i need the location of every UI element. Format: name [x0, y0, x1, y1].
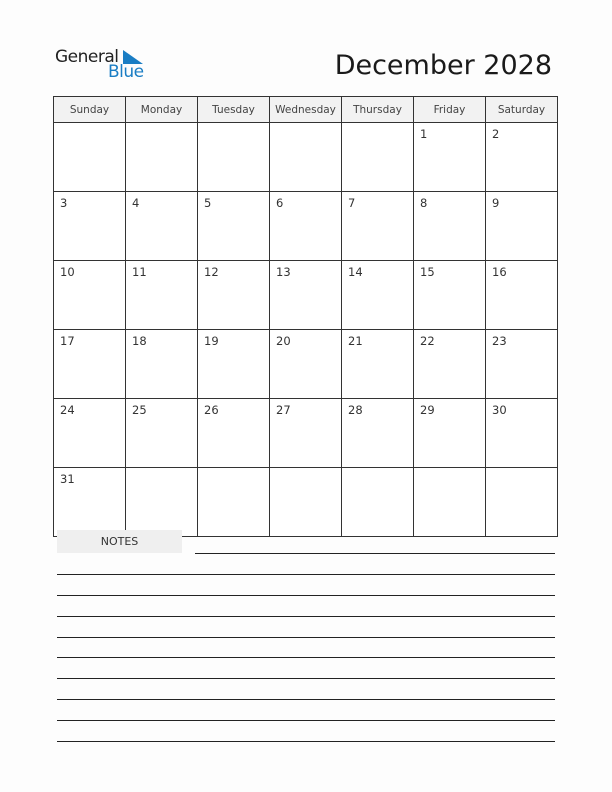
weekday-header: Monday	[126, 97, 198, 123]
notes-line	[57, 595, 555, 596]
day-cell: 22	[414, 330, 486, 399]
day-cell: 3	[54, 192, 126, 261]
calendar-grid	[53, 96, 558, 537]
notes-line	[57, 637, 555, 638]
day-cell: 13	[270, 261, 342, 330]
day-cell: 6	[270, 192, 342, 261]
day-cell: 8	[414, 192, 486, 261]
day-cell: 11	[126, 261, 198, 330]
week-row	[54, 123, 558, 192]
logo-general-text: General	[55, 47, 119, 67]
day-cell: 2	[486, 123, 558, 192]
day-cell	[342, 468, 414, 537]
weekday-header: Tuesday	[198, 97, 270, 123]
notes-line	[57, 574, 555, 575]
day-cell: 25	[126, 399, 198, 468]
notes-line	[57, 720, 555, 721]
day-cell: 19	[198, 330, 270, 399]
day-cell	[126, 468, 198, 537]
day-cell: 30	[486, 399, 558, 468]
day-cell	[486, 468, 558, 537]
day-cell: 4	[126, 192, 198, 261]
day-cell: 17	[54, 330, 126, 399]
notes-line	[57, 741, 555, 742]
logo-blue-text: Blue	[108, 62, 144, 82]
day-cell: 21	[342, 330, 414, 399]
notes-line	[57, 699, 555, 700]
weekday-header: Thursday	[342, 97, 414, 123]
page-title: December 2028	[334, 50, 552, 81]
weekday-header: Friday	[414, 97, 486, 123]
day-cell	[414, 468, 486, 537]
day-cell: 24	[54, 399, 126, 468]
notes-line	[57, 616, 555, 617]
week-row	[54, 399, 558, 468]
day-cell: 18	[126, 330, 198, 399]
week-row	[54, 261, 558, 330]
day-cell	[270, 468, 342, 537]
day-cell: 15	[414, 261, 486, 330]
notes-label: NOTES	[57, 530, 182, 553]
weekday-header: Wednesday	[270, 97, 342, 123]
day-cell	[54, 123, 126, 192]
day-cell: 12	[198, 261, 270, 330]
day-cell: 29	[414, 399, 486, 468]
notes-line	[57, 678, 555, 679]
day-cell: 27	[270, 399, 342, 468]
week-row	[54, 330, 558, 399]
day-cell	[270, 123, 342, 192]
weekday-header: Saturday	[486, 97, 558, 123]
weekday-header: Sunday	[54, 97, 126, 123]
day-cell: 23	[486, 330, 558, 399]
week-row	[54, 192, 558, 261]
day-cell: 28	[342, 399, 414, 468]
day-cell	[198, 468, 270, 537]
day-cell: 31	[54, 468, 126, 537]
day-cell: 7	[342, 192, 414, 261]
logo	[55, 47, 150, 87]
day-cell: 14	[342, 261, 414, 330]
day-cell: 10	[54, 261, 126, 330]
day-cell: 5	[198, 192, 270, 261]
notes-line	[195, 553, 555, 554]
day-cell: 20	[270, 330, 342, 399]
notes-line	[57, 657, 555, 658]
day-cell: 16	[486, 261, 558, 330]
day-cell	[342, 123, 414, 192]
weekday-header-row	[54, 97, 558, 123]
week-row	[54, 468, 558, 537]
day-cell	[126, 123, 198, 192]
day-cell: 1	[414, 123, 486, 192]
day-cell: 9	[486, 192, 558, 261]
day-cell	[198, 123, 270, 192]
day-cell: 26	[198, 399, 270, 468]
